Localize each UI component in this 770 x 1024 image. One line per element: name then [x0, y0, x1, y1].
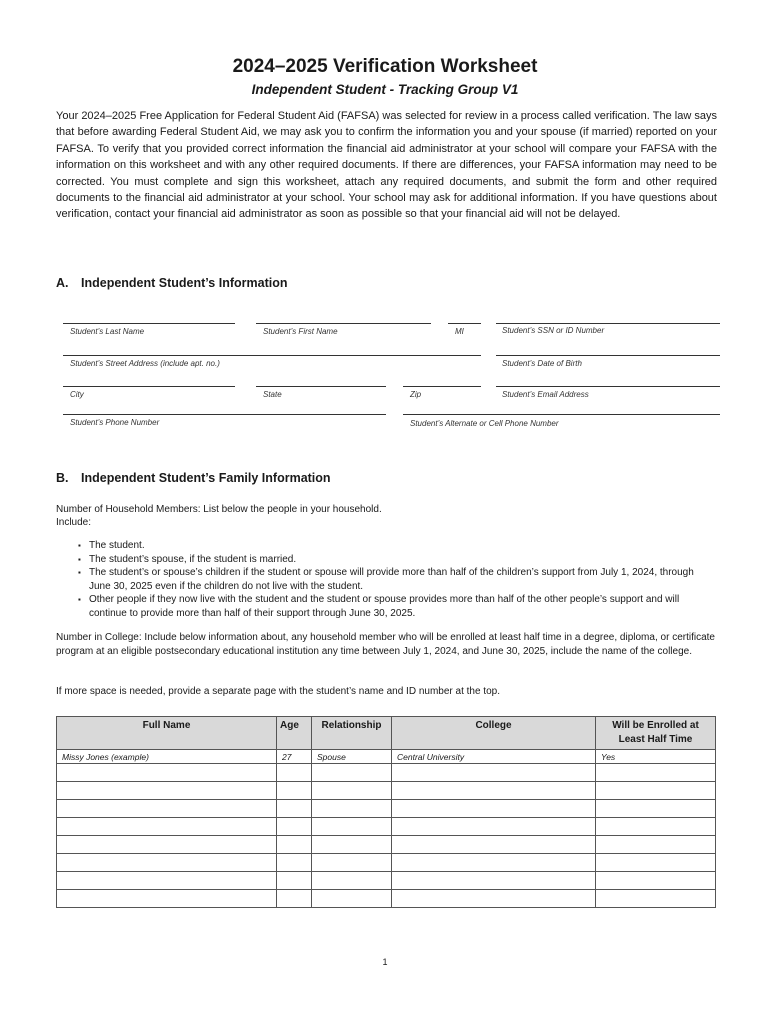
- list-item: ▪ The student.: [78, 539, 708, 553]
- header-college: College: [392, 717, 596, 750]
- city-field[interactable]: [63, 386, 235, 387]
- table-cell[interactable]: [57, 764, 277, 782]
- table-cell[interactable]: [277, 800, 312, 818]
- alt-phone-label: Student’s Alternate or Cell Phone Number: [410, 419, 559, 428]
- mi-label: MI: [455, 327, 464, 336]
- table-cell[interactable]: [277, 764, 312, 782]
- street-address-field[interactable]: [63, 355, 481, 356]
- table-cell[interactable]: [312, 818, 392, 836]
- zip-label: Zip: [410, 390, 422, 399]
- table-header-row: [57, 717, 716, 750]
- table-cell[interactable]: [277, 836, 312, 854]
- intro-paragraph: Your 2024–2025 Free Application for Federal Student Aid (FAFSA) was selected for review in a process called verification. The law says that before awarding Federal Student Aid, we may ask you to confirm the information you and your spouse (if married) reported on your FAFSA. To verify that you provided correct information the financial aid administrator at your school will compare your FAFSA with the information on this worksheet and with any other required documents. If there are differences, your FAFSA information may need to be corrected. You must complete and sign this worksheet, attach any required documents, and submit the form and other required documents to the financial aid administrator at your school. Your school may ask for additional information. If you have questions about verification, contact your financial aid administrator as soon as possible so that your financial aid will not be delayed.: [56, 110, 717, 221]
- table-cell[interactable]: [277, 872, 312, 890]
- table-cell[interactable]: [392, 782, 596, 800]
- table-cell[interactable]: [57, 782, 277, 800]
- section-a-title: Independent Student’s Information: [81, 276, 288, 290]
- page-subtitle: Independent Student - Tracking Group V1: [251, 82, 519, 97]
- alt-phone-field[interactable]: [403, 414, 720, 415]
- table-cell[interactable]: [57, 854, 277, 872]
- email-field[interactable]: [496, 386, 720, 387]
- section-b-heading: [56, 471, 331, 485]
- list-item: ▪ The student’s or spouse’s children if the student or spouse will provide more than half of the children’s support from July 1, 2024, through June 30, 2025 even if the children do not live with the student.: [78, 566, 708, 593]
- household-list: [78, 539, 708, 620]
- table-cell[interactable]: [392, 764, 596, 782]
- space-note: If more space is needed, provide a separate page with the student’s name and ID number at the top.: [56, 686, 500, 697]
- phone-field[interactable]: [63, 414, 386, 415]
- ssn-field[interactable]: [496, 323, 720, 324]
- table-cell[interactable]: [277, 818, 312, 836]
- table-cell[interactable]: [596, 854, 716, 872]
- header-enrolled: Will be Enrolled at Least Half Time: [596, 717, 716, 750]
- state-label: State: [263, 390, 282, 399]
- table-cell[interactable]: [57, 836, 277, 854]
- table-cell[interactable]: [392, 890, 596, 908]
- example-row: [57, 750, 716, 764]
- street-address-label: Student’s Street Address (include apt. no.): [70, 359, 220, 368]
- first-name-field[interactable]: [256, 323, 431, 324]
- page-title: 2024–2025 Verification Worksheet: [232, 56, 538, 77]
- table-cell[interactable]: [277, 890, 312, 908]
- table-cell[interactable]: [57, 818, 277, 836]
- table-row: [57, 800, 716, 818]
- table-cell[interactable]: [57, 800, 277, 818]
- table-row: [57, 818, 716, 836]
- table-cell[interactable]: [392, 872, 596, 890]
- number-in-college-paragraph: Number in College: Include below information about, any household member who will be enrolled at least half time in a degree, diploma, or certificate program at an eligible postsecondary educational institution any time between July 1, 2024, and June 30, 2025, include the name of the college.: [56, 632, 715, 657]
- zip-field[interactable]: [403, 386, 481, 387]
- example-relationship: Spouse: [312, 750, 392, 764]
- table-cell[interactable]: [312, 836, 392, 854]
- table-cell[interactable]: [312, 854, 392, 872]
- table-cell[interactable]: [392, 836, 596, 854]
- table-cell[interactable]: [596, 818, 716, 836]
- table-cell[interactable]: [57, 890, 277, 908]
- section-a-heading: [56, 276, 287, 290]
- table-cell[interactable]: [312, 890, 392, 908]
- table-cell[interactable]: [596, 782, 716, 800]
- section-a-letter: A.: [56, 276, 69, 290]
- mi-field[interactable]: [448, 323, 481, 324]
- table-cell[interactable]: [596, 800, 716, 818]
- household-table: [56, 716, 716, 908]
- table-cell[interactable]: [312, 872, 392, 890]
- table-cell[interactable]: [596, 836, 716, 854]
- example-age: 27: [277, 750, 312, 764]
- email-label: Student’s Email Address: [502, 390, 589, 399]
- example-name: Missy Jones (example): [57, 750, 277, 764]
- section-b-title: Independent Student’s Family Information: [81, 471, 331, 485]
- table-cell[interactable]: [596, 764, 716, 782]
- table-row: [57, 836, 716, 854]
- header-relationship: Relationship: [312, 717, 392, 750]
- header-full-name: Full Name: [57, 717, 277, 750]
- table-cell[interactable]: [277, 854, 312, 872]
- section-b-letter: B.: [56, 471, 69, 485]
- table-cell[interactable]: [392, 800, 596, 818]
- page-number: 1: [382, 957, 388, 967]
- ssn-label: Student’s SSN or ID Number: [502, 326, 605, 335]
- header-age: Age: [277, 717, 312, 750]
- household-intro: Number of Household Members: List below the people in your household.: [56, 504, 382, 515]
- city-label: City: [70, 390, 84, 399]
- table-row: [57, 782, 716, 800]
- table-row: [57, 890, 716, 908]
- table-row: [57, 764, 716, 782]
- last-name-label: Student’s Last Name: [70, 327, 145, 336]
- table-cell[interactable]: [596, 872, 716, 890]
- phone-label: Student’s Phone Number: [70, 418, 160, 427]
- dob-field[interactable]: [496, 355, 720, 356]
- list-item: ▪ Other people if they now live with the student and the student or spouse provides more than half of the other people’s support and will continue to provide more than half of their support through June 30, 2025.: [78, 593, 708, 620]
- table-row: [57, 872, 716, 890]
- table-row: [57, 854, 716, 872]
- example-enrolled: Yes: [596, 750, 716, 764]
- dob-label: Student’s Date of Birth: [502, 359, 582, 368]
- state-field[interactable]: [256, 386, 386, 387]
- table-cell[interactable]: [277, 782, 312, 800]
- first-name-label: Student’s First Name: [263, 327, 338, 336]
- table-cell[interactable]: [57, 872, 277, 890]
- list-item: ▪ The student’s spouse, if the student is married.: [78, 553, 708, 567]
- table-cell[interactable]: [312, 764, 392, 782]
- table-cell[interactable]: [596, 890, 716, 908]
- example-college: Central University: [392, 750, 596, 764]
- last-name-field[interactable]: [63, 323, 235, 324]
- table-cell[interactable]: [392, 854, 596, 872]
- table-cell[interactable]: [312, 782, 392, 800]
- table-cell[interactable]: [312, 800, 392, 818]
- table-cell[interactable]: [392, 818, 596, 836]
- household-include: Include:: [56, 517, 92, 528]
